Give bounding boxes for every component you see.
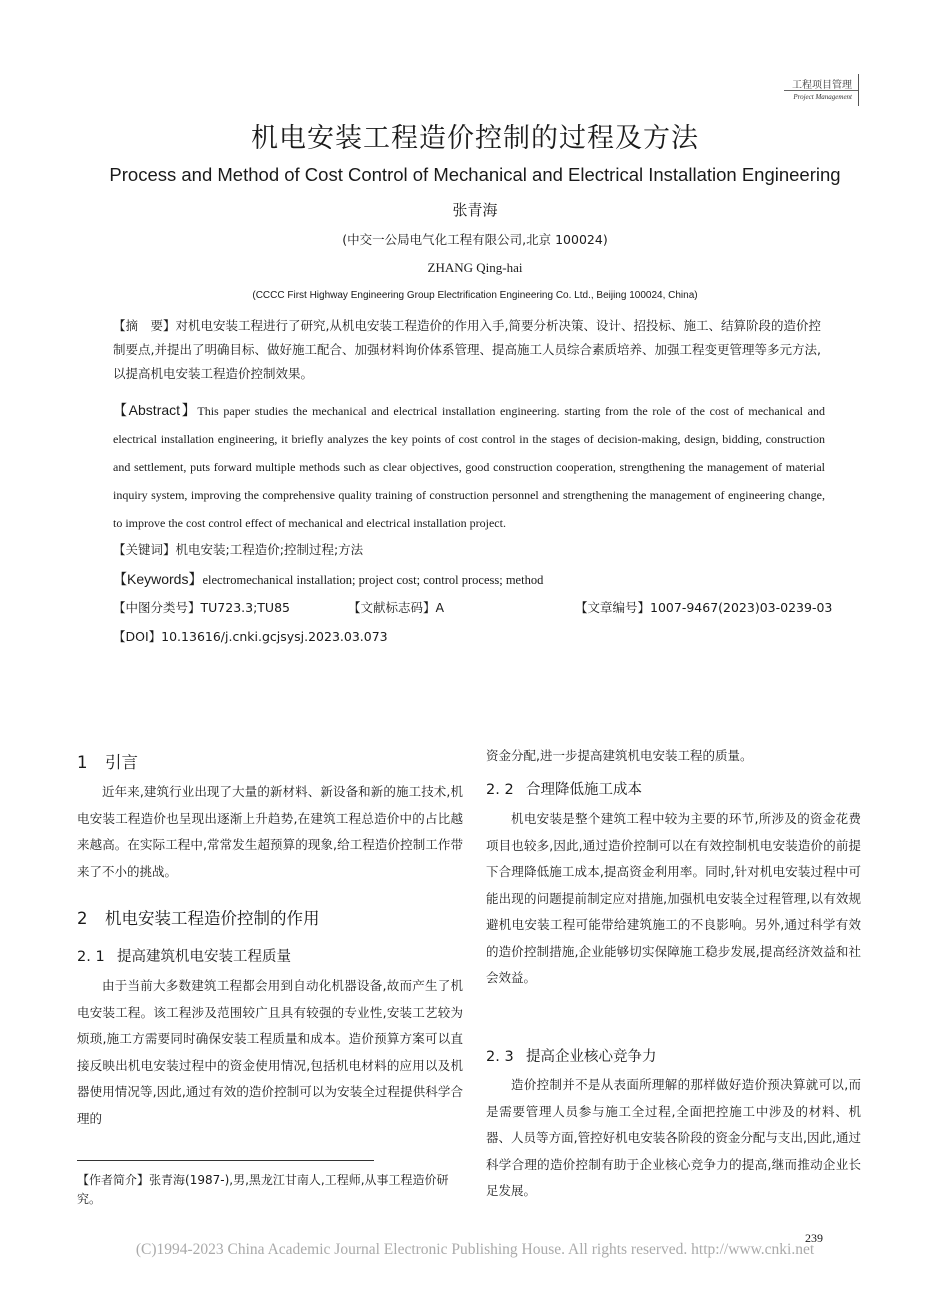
section-2-3-number: 2. 3 (486, 1049, 514, 1065)
keywords-en-label: 【Keywords】 (113, 571, 203, 587)
section-2-1-paragraph-cont: 资金分配,进一步提高建筑机电安装工程的质量。 (486, 748, 753, 763)
abstract-cn (113, 314, 825, 386)
abstract-cn-text: 对机电安装工程进行了研究,从机电安装工程造价的作用入手,简要分析决策、设计、招投标、施工、结算阶段的造价控制要点,并提出了明确目标、做好施工配合、加强材料询价体系管理、提高施工人员综合素质培养、加强工程变更管理等多元方法,以提高机电安装工程造价控制效果。 (113, 318, 821, 381)
author-cn: 张青海 (452, 201, 498, 219)
author-footnote (77, 1171, 463, 1209)
section-1-paragraph: 近年来,建筑行业出现了大量的新材料、新设备和新的施工技术,机电安装工程造价也呈现出逐渐上升趋势,在建筑工程总造价中的占比越来越高。在实际工程中,常常发生超预算的现象,给工程造价控制工作带来了不小的挑战。 (77, 784, 463, 879)
section-2-1-heading (77, 945, 291, 966)
section-2-1-paragraph: 由于当前大多数建筑工程都会用到自动化机器设备,故而产生了机电安装工程。该工程涉及范围较广且具有较强的专业性,安装工艺较为烦琐,施工方需要同时确保安装工程质量和成本。造价预算方案可以直接反映出机电安装过程中的资金使用情况,包括机电材料的应用以及机器使用情况等,因此,通过有效的造价控制可以为安装全过程提供科学合理的 (77, 978, 463, 1126)
article-number (575, 598, 832, 618)
footnote-text: 张青海(1987-),男,黑龙江甘南人,工程师,从事工程造价研究。 (77, 1173, 449, 1206)
header-section-cn: 工程项目管理 (792, 80, 852, 91)
section-2-3-title: 提高企业核心竞争力 (526, 1049, 657, 1065)
section-1-heading (77, 749, 138, 773)
section-2-2-body (486, 806, 861, 992)
title-en: Process and Method of Cost Control of Mechanical and Electrical Installation Engineering (109, 164, 841, 185)
section-1-number: 1 (77, 753, 88, 772)
article-label: 【文章编号】 (575, 600, 651, 615)
keywords-en-text: electromechanical installation; project cost; control process; method (202, 573, 544, 587)
keywords-cn-label: 【关键词】 (113, 542, 176, 557)
section-2-1-body (77, 973, 463, 1132)
section-2-1-continuation (486, 743, 861, 770)
section-2-2-paragraph: 机电安装是整个建筑工程中较为主要的环节,所涉及的资金花费项目也较多,因此,通过造价控制可以在有效控制机电安装造价的前提下合理降低施工成本,提高资金利用率。同时,针对机电安装过程中可能出现的问题提前制定应对措施,加强机电安装全过程管理,以有效规避机电安装工程可能带给建筑施工的不良影响。另外,通过科学有效的造价控制措施,企业能够切实保障施工稳步发展,提高经济效益和社会效益。 (486, 811, 861, 985)
abstract-cn-label: 【摘 要】 (113, 318, 176, 333)
header-rule (784, 90, 858, 91)
section-2-number: 2 (77, 909, 88, 928)
article-value: 1007-9467(2023)03-0239-03 (650, 600, 833, 615)
section-2-title: 机电安装工程造价控制的作用 (105, 909, 320, 928)
section-1-title: 引言 (105, 753, 138, 772)
doi (113, 627, 388, 647)
footnote-label: 【作者简介】 (77, 1173, 150, 1187)
clc-label: 【中图分类号】 (113, 600, 201, 615)
abstract-en (113, 396, 825, 537)
running-header (784, 74, 859, 106)
doc-label: 【文献标志码】 (348, 600, 436, 615)
document-code (348, 598, 444, 618)
footnote-rule (77, 1160, 374, 1161)
section-2-heading (77, 905, 320, 929)
doi-label: 【DOI】 (113, 629, 162, 644)
affiliation-cn: (中交一公局电气化工程有限公司,北京 100024) (342, 232, 608, 247)
header-section-en: Project Management (793, 93, 852, 101)
section-2-2-title: 合理降低施工成本 (526, 782, 642, 798)
doc-value: A (435, 600, 445, 615)
section-2-3-body (486, 1072, 861, 1205)
keywords-cn-text: 机电安装;工程造价;控制过程;方法 (175, 542, 364, 557)
page-number: 239 (805, 1231, 823, 1245)
section-2-2-heading (486, 778, 642, 799)
keywords-en (113, 569, 543, 590)
section-2-3-paragraph: 造价控制并不是从表面所理解的那样做好造价预决算就可以,而是需要管理人员参与施工全过程,全面把控施工中涉及的材料、机器、人员等方面,管控好机电安装各阶段的资金分配与支出,因此,通过科学合理的造价控制有助于企业核心竞争力的提高,继而推动企业长足发展。 (486, 1077, 861, 1198)
section-2-3-heading (486, 1045, 657, 1066)
author-en: ZHANG Qing-hai (427, 260, 523, 275)
abstract-en-label: 【Abstract】 (113, 402, 198, 418)
clc-value: TU723.3;TU85 (200, 600, 290, 615)
title-cn: 机电安装工程造价控制的过程及方法 (251, 123, 699, 154)
abstract-en-text: This paper studies the mechanical and electrical installation engineering. starting from the role of the cost of mechanical and electrical installation engineering, it briefly analyzes the key points of cost control in the stages of decision-making, design, bidding, construction and settlement, puts forward multiple methods such as clear objectives, good construction cooperation, strengthening the management of material inquiry system, improving the comprehensive quality training of construction personnel and strengthening the management of engineering change, to improve the cost control effect of mechanical and electrical installation project. (113, 404, 825, 530)
section-2-1-number: 2. 1 (77, 949, 105, 965)
section-2-1-title: 提高建筑机电安装工程质量 (117, 949, 291, 965)
clc-number (113, 598, 290, 618)
keywords-cn (113, 540, 363, 560)
doi-value: 10.13616/j.cnki.gcjsysj.2023.03.073 (161, 629, 388, 644)
section-2-2-number: 2. 2 (486, 782, 514, 798)
copyright-watermark: (C)1994-2023 China Academic Journal Electronic Publishing House. All rights reserved. http://www.cnki.net (135, 1241, 815, 1258)
section-1-body (77, 779, 463, 885)
affiliation-en: (CCCC First Highway Engineering Group Electrification Engineering Co. Ltd., Beijing 100024, China) (252, 290, 698, 301)
